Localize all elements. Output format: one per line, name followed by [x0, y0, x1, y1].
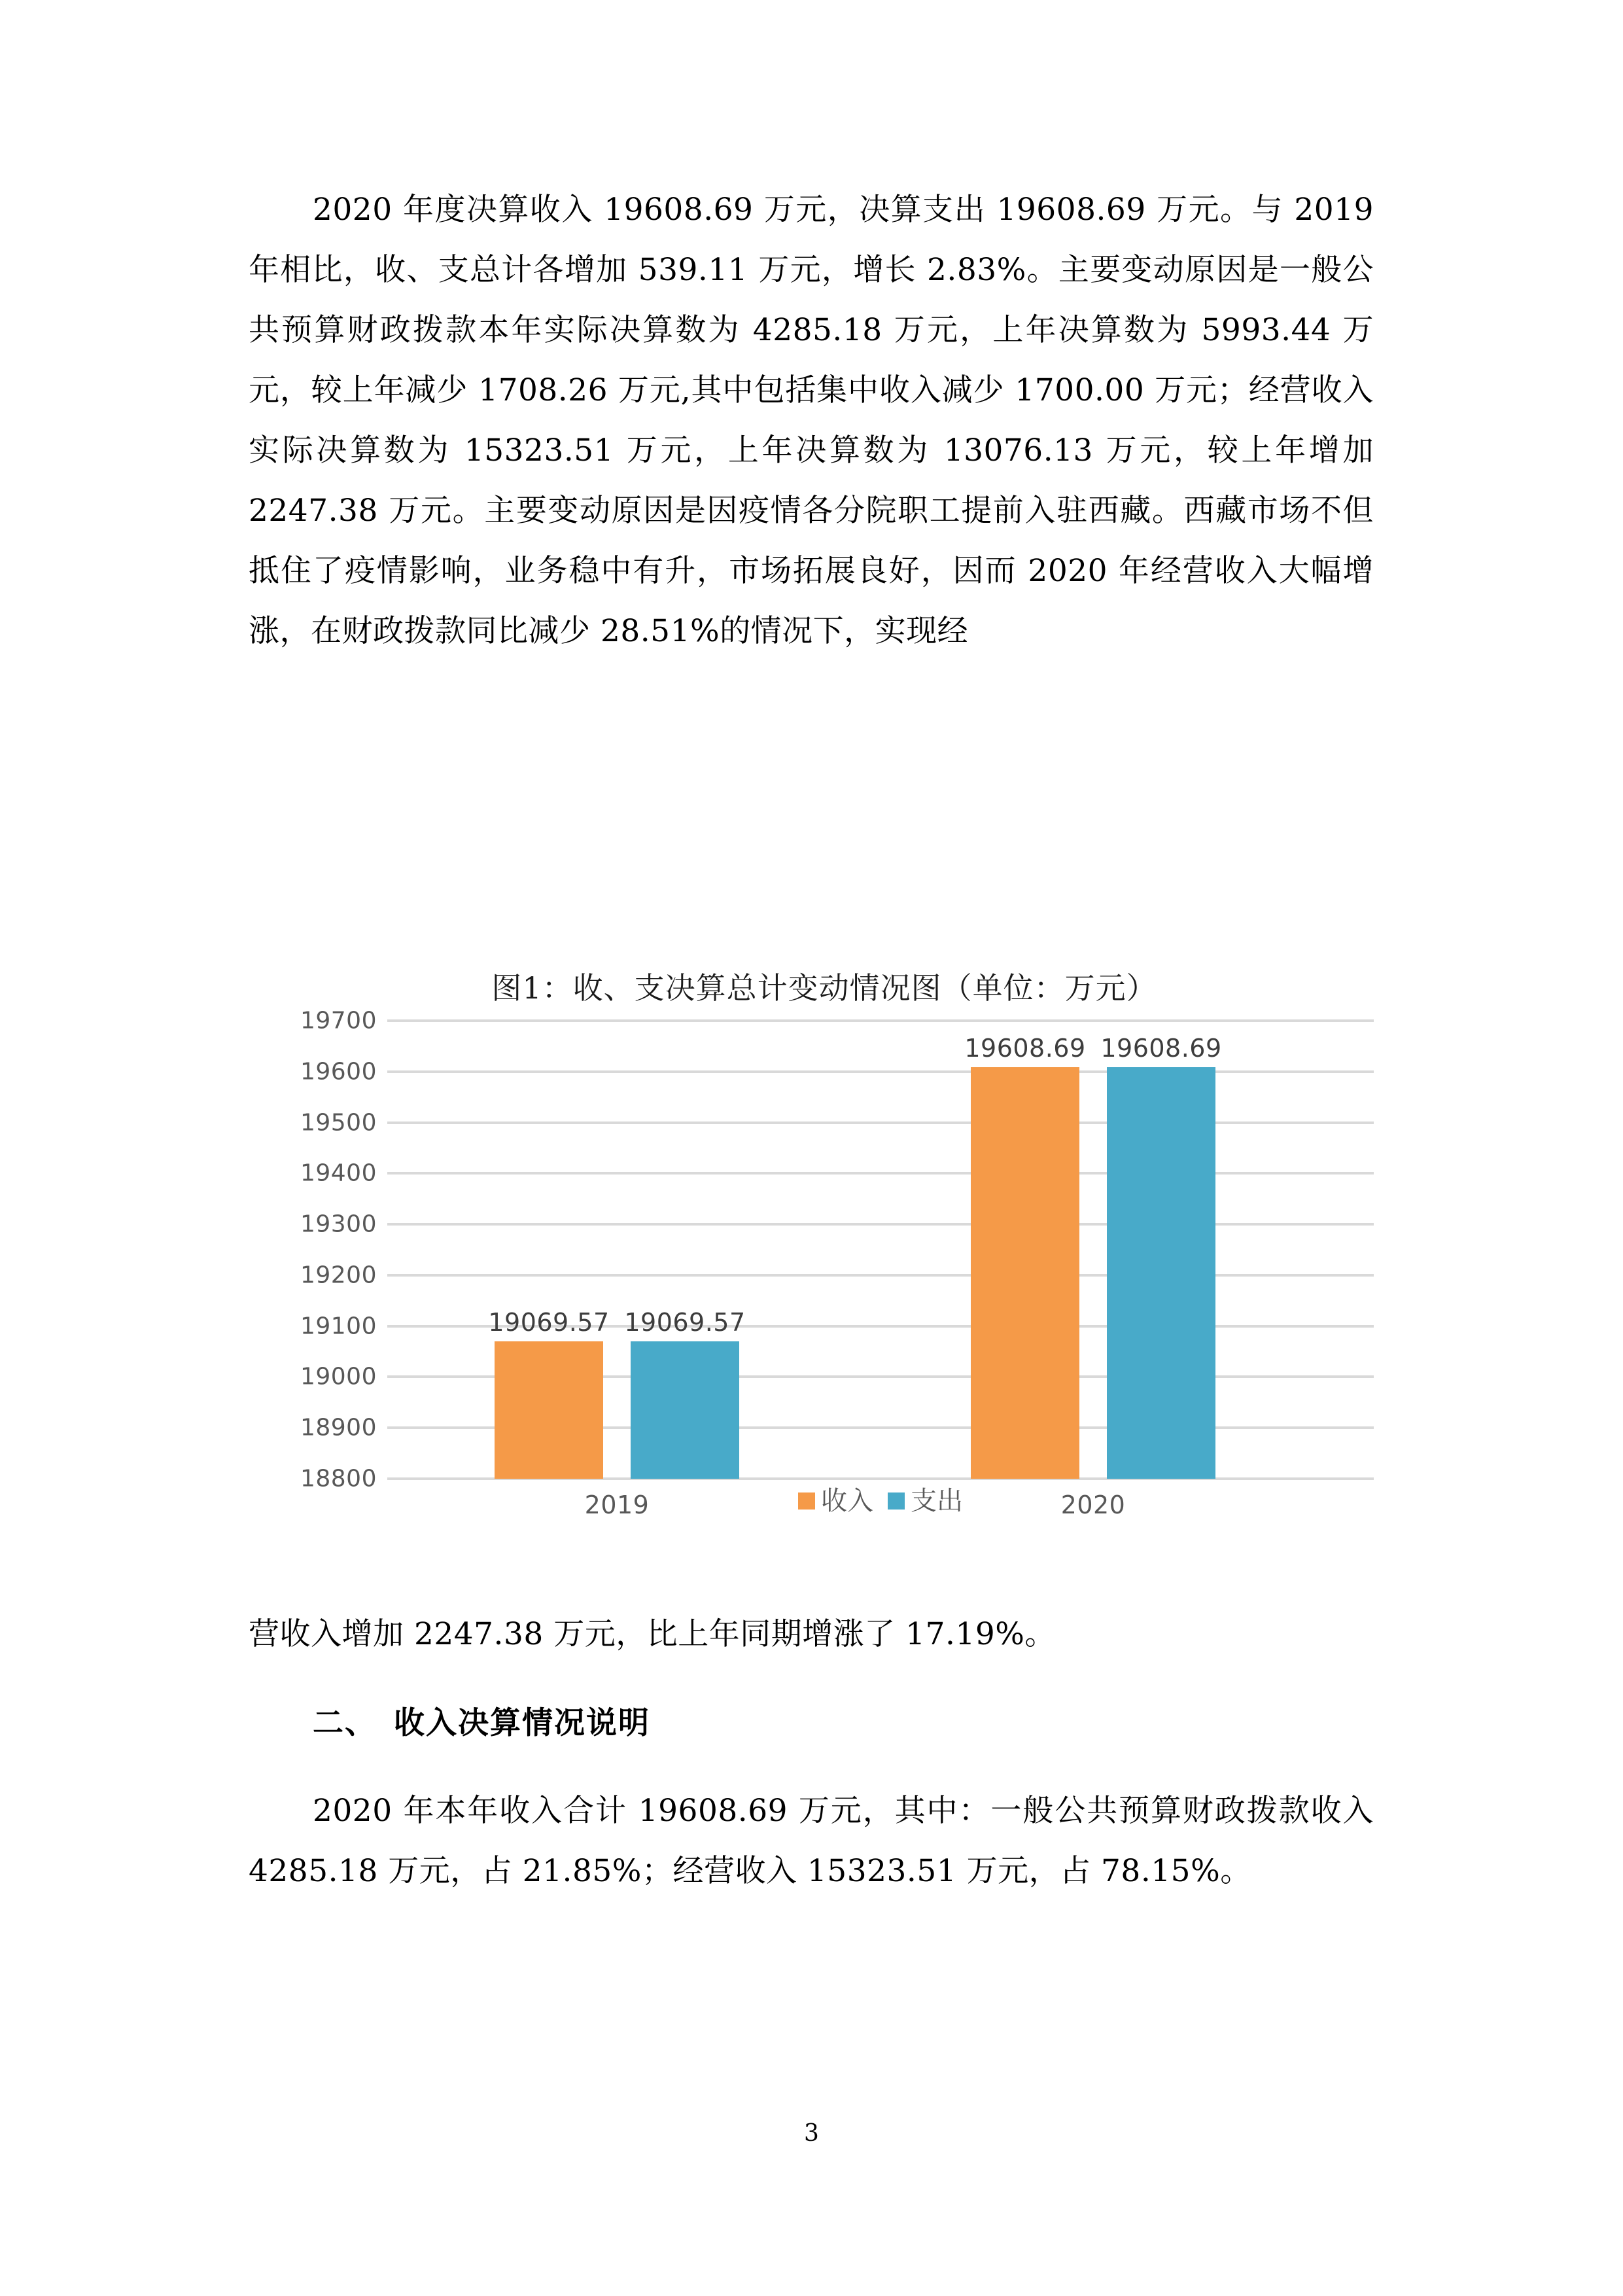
x-axis-label-2019: 2019 [584, 1491, 650, 1519]
legend-item-income[interactable] [798, 1488, 873, 1514]
y-tick-19500: 19500 [300, 1109, 377, 1137]
y-axis-labels [249, 1007, 386, 1492]
chart-grid-area [387, 1021, 1374, 1519]
gridline-19200 [387, 1274, 1374, 1277]
paragraph-text: 2020 年度决算收入 19608.69 万元，决算支出 19608.69 万元。与 2019 年相比，收、支总计各增加 539.11 万元，增长 2.83%。主要变动原因是一般公共预算财政拨款本年实际决算数为 4285.18 万元，上年决算数为 5993.44 万元，较上年减少 1708.26 万元,其中包括集中收入减少 1700.00 万元；经营收入实际决算数为 15323.51 万元，上年决算数为 13076.13 万元，较上年增加 2247.38 万元。主要变动原因是因疫情各分院职工提前入驻西藏。西藏市场不但抵住了疫情影响，业务稳中有升，市场拓展良好，因而 2020 年经营收入大幅增涨，在财政拨款同比减少 28.51%的情况下，实现经 [249, 192, 1374, 649]
bar-2020-expenditure[interactable] [1107, 1067, 1215, 1479]
page-number: 3 [804, 2120, 819, 2147]
bar-label-2020-income: 19608.69 [964, 1034, 1086, 1063]
paragraph-revenue-continuation [249, 1604, 1374, 1665]
paragraph-revenue-breakdown [249, 1781, 1374, 1901]
legend-label-expenditure: 支出 [911, 1486, 963, 1516]
gridline-19300 [387, 1223, 1374, 1226]
heading-text: 收入决算情况说明 [394, 1705, 650, 1741]
figure-1-revenue-expenditure-chart [249, 942, 1400, 1597]
legend-item-expenditure[interactable] [888, 1488, 963, 1514]
bar-label-2019-income: 19069.57 [488, 1308, 610, 1337]
bar-label-2020-expenditure: 19608.69 [1100, 1034, 1222, 1063]
bar-2020-income[interactable] [971, 1067, 1079, 1479]
legend-swatch-expenditure-icon [888, 1492, 905, 1510]
paragraph-text: 2020 年本年收入合计 19608.69 万元，其中：一般公共预算财政拨款收入 4285.18 万元，占 21.85%；经营收入 15323.51 万元，占 78.15%。 [249, 1793, 1374, 1889]
figure-title: 图1：收、支决算总计变动情况图（单位：万元） [491, 970, 1157, 1006]
y-tick-18800: 18800 [300, 1465, 377, 1492]
gridline-19600 [387, 1070, 1374, 1073]
gridline-19700 [387, 1019, 1374, 1022]
y-tick-19100: 19100 [300, 1313, 377, 1340]
x-axis-label-2020: 2020 [1060, 1491, 1126, 1519]
y-tick-18900: 18900 [300, 1414, 377, 1441]
bar-2019-expenditure[interactable] [631, 1341, 739, 1479]
y-tick-19400: 19400 [300, 1159, 377, 1187]
paragraph-text: 营收入增加 2247.38 万元，比上年同期增涨了 17.19%。 [249, 1616, 1056, 1652]
y-tick-19300: 19300 [300, 1210, 377, 1238]
legend-label-income: 收入 [821, 1486, 873, 1516]
chart-legend [798, 1488, 963, 1514]
bar-2019-income[interactable] [495, 1341, 603, 1479]
legend-swatch-income-icon [798, 1492, 815, 1510]
section-heading-revenue-explanation [249, 1693, 1374, 1754]
y-tick-19600: 19600 [300, 1058, 377, 1086]
chart-plot [249, 1007, 1400, 1531]
bar-label-2019-expenditure: 19069.57 [624, 1308, 746, 1337]
y-tick-19000: 19000 [300, 1363, 377, 1390]
y-tick-19700: 19700 [300, 1007, 377, 1034]
heading-number: 二、 [313, 1705, 377, 1741]
gridline-19400 [387, 1172, 1374, 1174]
y-tick-19200: 19200 [300, 1262, 377, 1289]
gridline-19500 [387, 1122, 1374, 1124]
paragraph-decision-summary [249, 180, 1374, 662]
